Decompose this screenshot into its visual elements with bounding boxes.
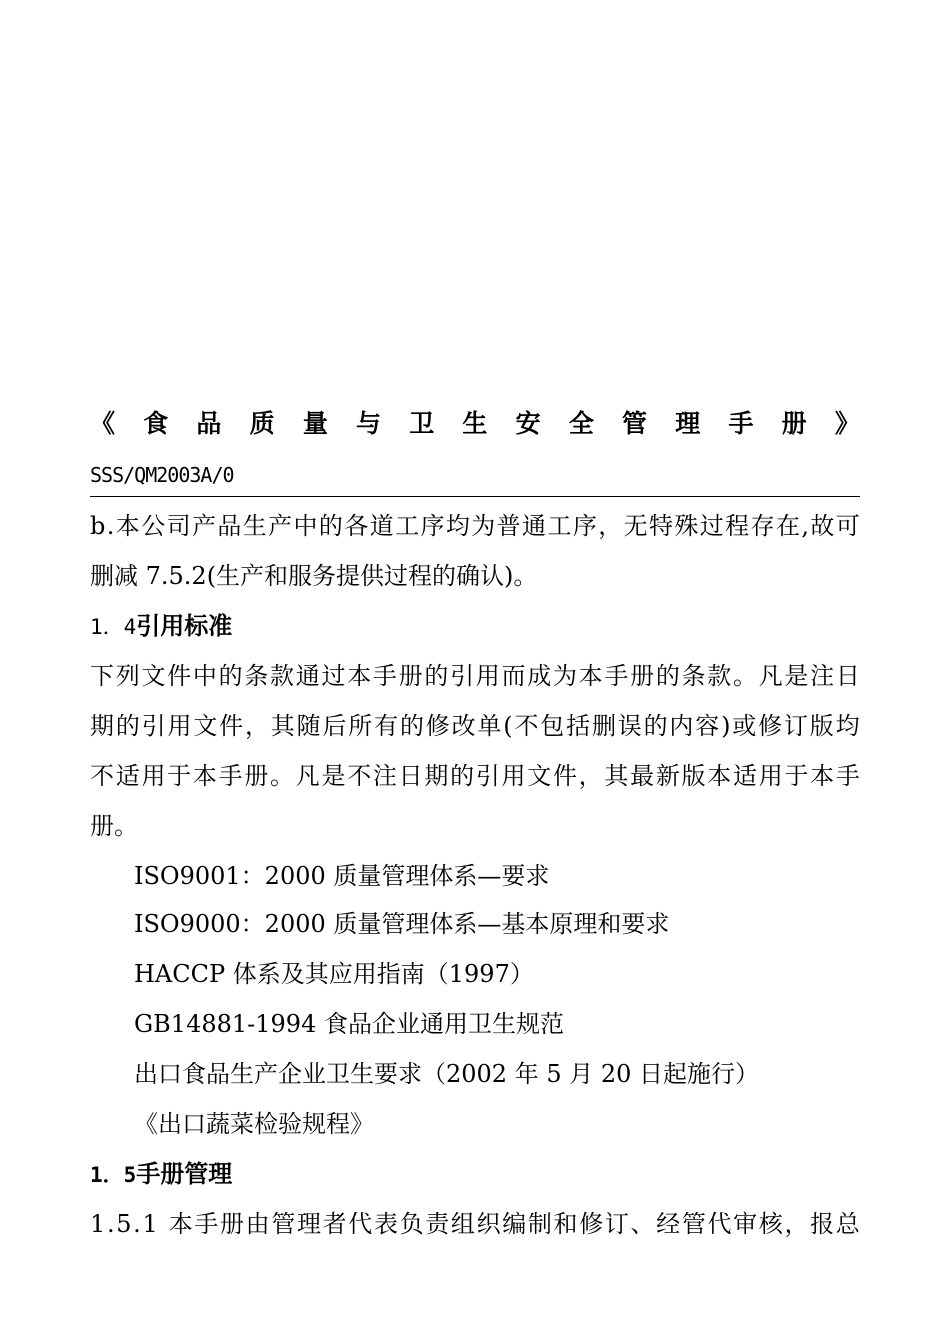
- title-char: 生: [462, 409, 488, 438]
- reference-item: HACCP 体系及其应用指南（1997）: [134, 960, 534, 988]
- reference-item: GB14881-1994 食品企业通用卫生规范: [134, 1010, 564, 1038]
- title-char: 》: [834, 409, 860, 438]
- reference-item: 出口食品生产企业卫生要求（2002 年 5 月 20 日起施行）: [134, 1060, 760, 1088]
- paragraph-line: 期 的 引 用 文 件 ， 其 随 后 所 有 的 修 改 单 ( 不 包 括 删 误 的 内 容 ) 或 修 订 版 均: [90, 712, 860, 740]
- title-char: 食: [143, 409, 169, 438]
- paragraph-line: 1 . 5 . 1 本 手 册 由 管 理 者 代 表 负 责 组 织 编 制 和 修 订 、 经 管 代 审 核 ， 报 总: [90, 1210, 860, 1238]
- paragraph-line: 不 适 用 于 本 手 册 。 凡 是 不 注 日 期 的 引 用 文 件 ， 其 最 新 版 本 适 用 于 本 手: [90, 762, 860, 790]
- reference-item: ISO9001：2000 质量管理体系—要求: [134, 862, 550, 890]
- paragraph-line: b . 本 公 司 产 品 生 产 中 的 各 道 工 序 均 为 普 通 工 序 ， 无 特 殊 过 程 存 在 , 故 可: [90, 512, 860, 540]
- title-char: 《: [90, 409, 116, 438]
- title-char: 量: [302, 409, 328, 438]
- document-code: SSS/QM2003A/0: [90, 463, 234, 487]
- section-heading-1-5: [90, 1154, 232, 1195]
- reference-item: 《出口蔬菜检验规程》: [134, 1110, 374, 1138]
- title-char: 质: [249, 409, 275, 438]
- title-char: 管: [622, 409, 648, 438]
- title-char: 安: [515, 409, 541, 438]
- section-title: 手册管理: [136, 1159, 233, 1188]
- manual-title: [90, 404, 860, 444]
- title-char: 理: [675, 409, 701, 438]
- section-number: 1．4: [90, 615, 137, 639]
- title-char: 册: [781, 409, 807, 438]
- title-char: 与: [356, 409, 382, 438]
- header-divider: [90, 496, 860, 497]
- title-char: 全: [568, 409, 594, 438]
- document-page: [90, 0, 860, 1344]
- paragraph-line: 册。: [90, 812, 138, 840]
- title-char: 品: [196, 409, 222, 438]
- section-heading-1-4: [90, 606, 232, 647]
- reference-item: ISO9000：2000 质量管理体系—基本原理和要求: [134, 910, 670, 938]
- section-title: 引用标准: [136, 611, 233, 640]
- paragraph-line: 删减 7.5.2(生产和服务提供过程的确认)。: [90, 562, 538, 590]
- title-char: 卫: [409, 409, 435, 438]
- section-number: 1．5: [90, 1163, 137, 1187]
- paragraph-line: 下 列 文 件 中 的 条 款 通 过 本 手 册 的 引 用 而 成 为 本 手 册 的 条 款 。 凡 是 注 日: [90, 662, 860, 690]
- title-char: 手: [728, 409, 754, 438]
